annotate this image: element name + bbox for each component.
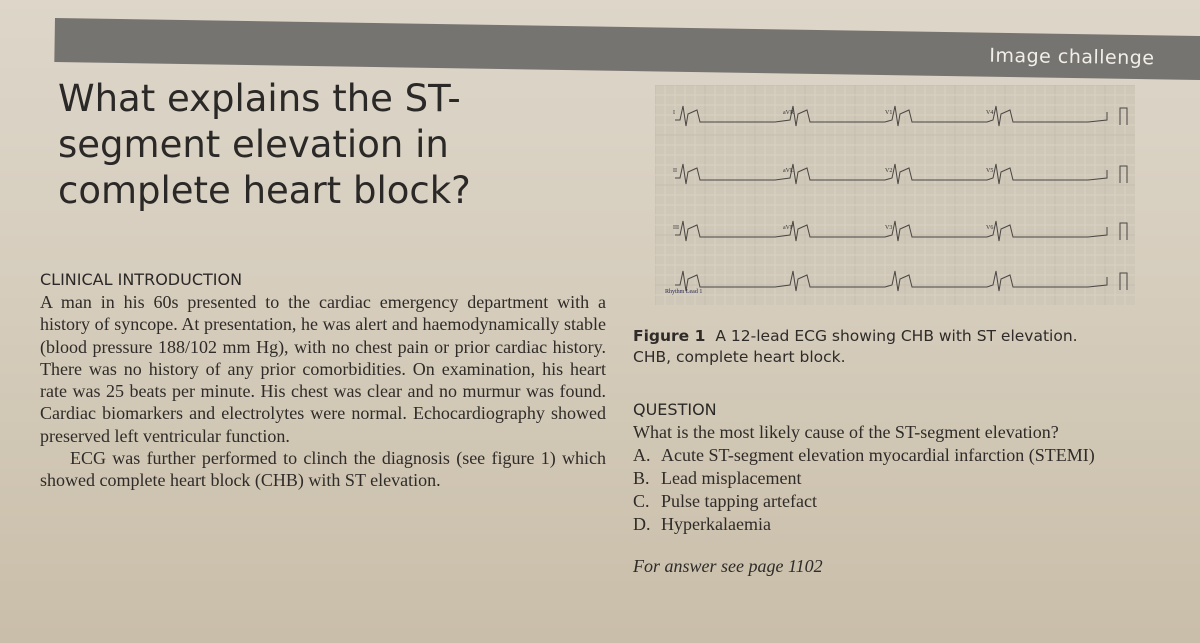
lead-label: II [673,168,677,174]
lead-label: III [673,225,679,231]
option-letter: B. [633,468,650,488]
option-text: Hyperkalaemia [661,514,771,534]
question-heading: QUESTION [633,400,717,419]
ecg-lead-trace [675,221,1107,241]
question-section [633,400,1173,536]
intro-paragraph-2: ECG was further performed to clinch the diagnosis (see figure 1) which showed complete heart block (CHB) with ST elevation. [40,448,606,491]
answer-option [633,444,1173,467]
section-banner [54,18,1200,80]
rhythm-lead-label: Rhythm Lead 1 [665,289,703,295]
ecg-figure [655,85,1135,305]
lead-label: aVF [783,225,794,231]
intro-heading: CLINICAL INTRODUCTION [40,270,243,289]
option-text: Lead misplacement [661,468,802,488]
lead-label: V6 [986,225,994,231]
lead-label: I [673,110,675,116]
article-title: What explains the ST-segment elevation in complete heart block? [58,77,471,212]
answer-option [633,490,1173,513]
ecg-lead-trace [675,164,1107,184]
figure-caption-text: A 12-lead ECG showing CHB with ST elevation. CHB, complete heart block. [633,327,1078,366]
lead-label: V5 [986,168,994,174]
answer-reference: For answer see page 1102 [633,556,823,576]
lead-label: V4 [986,110,994,116]
figure-caption [633,326,1113,368]
clinical-introduction [40,270,606,492]
intro-paragraph-1: A man in his 60s presented to the cardiac emergency department with a history of syncope. At presentation, he was alert and haemodynamically stable (blood pressure 188/102 mm Hg), with no chest pain or prior cardiac history. There was no history of any prior comorbidities. On examination, his heart rate was 25 beats per minute. His chest was clear and no murmur was found. Cardiac biomarkers and electrolytes were normal. Echocardiography showed preserved left ventricular function. [40,292,606,446]
section-label: Image challenge [989,44,1155,70]
lead-label: V1 [885,110,893,116]
question-text: What is the most likely cause of the ST-segment elevation? [633,422,1059,442]
option-text: Acute ST-segment elevation myocardial infarction (STEMI) [661,445,1095,465]
option-letter: D. [633,514,651,534]
calibration-pulse [1120,108,1127,125]
calibration-pulse [1120,223,1127,240]
ecg-lead-trace [675,106,1107,126]
answer-option [633,513,1173,536]
lead-label: aVL [783,168,794,174]
ecg-lead-trace [675,271,1107,291]
lead-label: V2 [885,168,893,174]
lead-label: aVR [783,110,794,116]
lead-label: V3 [885,225,893,231]
option-text: Pulse tapping artefact [661,491,817,511]
answer-option [633,467,1173,490]
ecg-trace [655,85,1135,305]
calibration-pulse [1120,273,1127,290]
figure-label: Figure 1 [633,327,706,345]
option-letter: A. [633,445,651,465]
option-letter: C. [633,491,650,511]
